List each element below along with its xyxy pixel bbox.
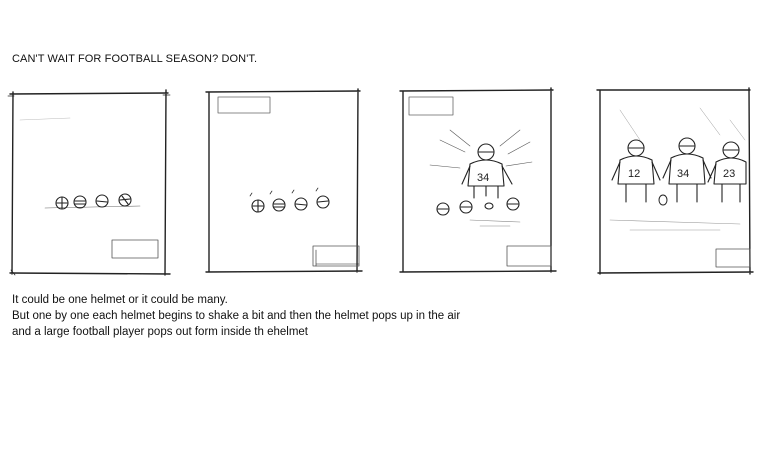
- caption-line-3: and a large football player pops out form inside th ehelmet: [12, 326, 308, 338]
- jersey-number: 34: [477, 172, 490, 184]
- caption: [12, 292, 460, 340]
- page-title: CAN'T WAIT FOR FOOTBALL SEASON? DON'T.: [12, 53, 258, 65]
- player-12: [612, 140, 660, 202]
- helmet-icon: [659, 195, 667, 205]
- storyboard-frame-3: [400, 88, 556, 272]
- caption-line-1: It could be one helmet or it could be many.: [12, 294, 228, 306]
- jersey-number: 23: [723, 168, 736, 180]
- storyboard-frames: [0, 80, 768, 280]
- helmet-group-2: [250, 188, 329, 212]
- player-34b: [663, 138, 711, 202]
- jersey-number: 34: [677, 168, 690, 180]
- caption-line-2: But one by one each helmet begins to shake a bit and then the helmet pops up in the air: [12, 310, 461, 322]
- player-34: [462, 144, 512, 198]
- jersey-number: 12: [628, 168, 641, 180]
- player-23: [708, 142, 746, 202]
- storyboard-frame-1: [8, 90, 170, 275]
- storyboard-frame-4: [597, 88, 753, 274]
- helmet-group-3: [437, 198, 519, 215]
- storyboard-frame-2: [206, 89, 362, 272]
